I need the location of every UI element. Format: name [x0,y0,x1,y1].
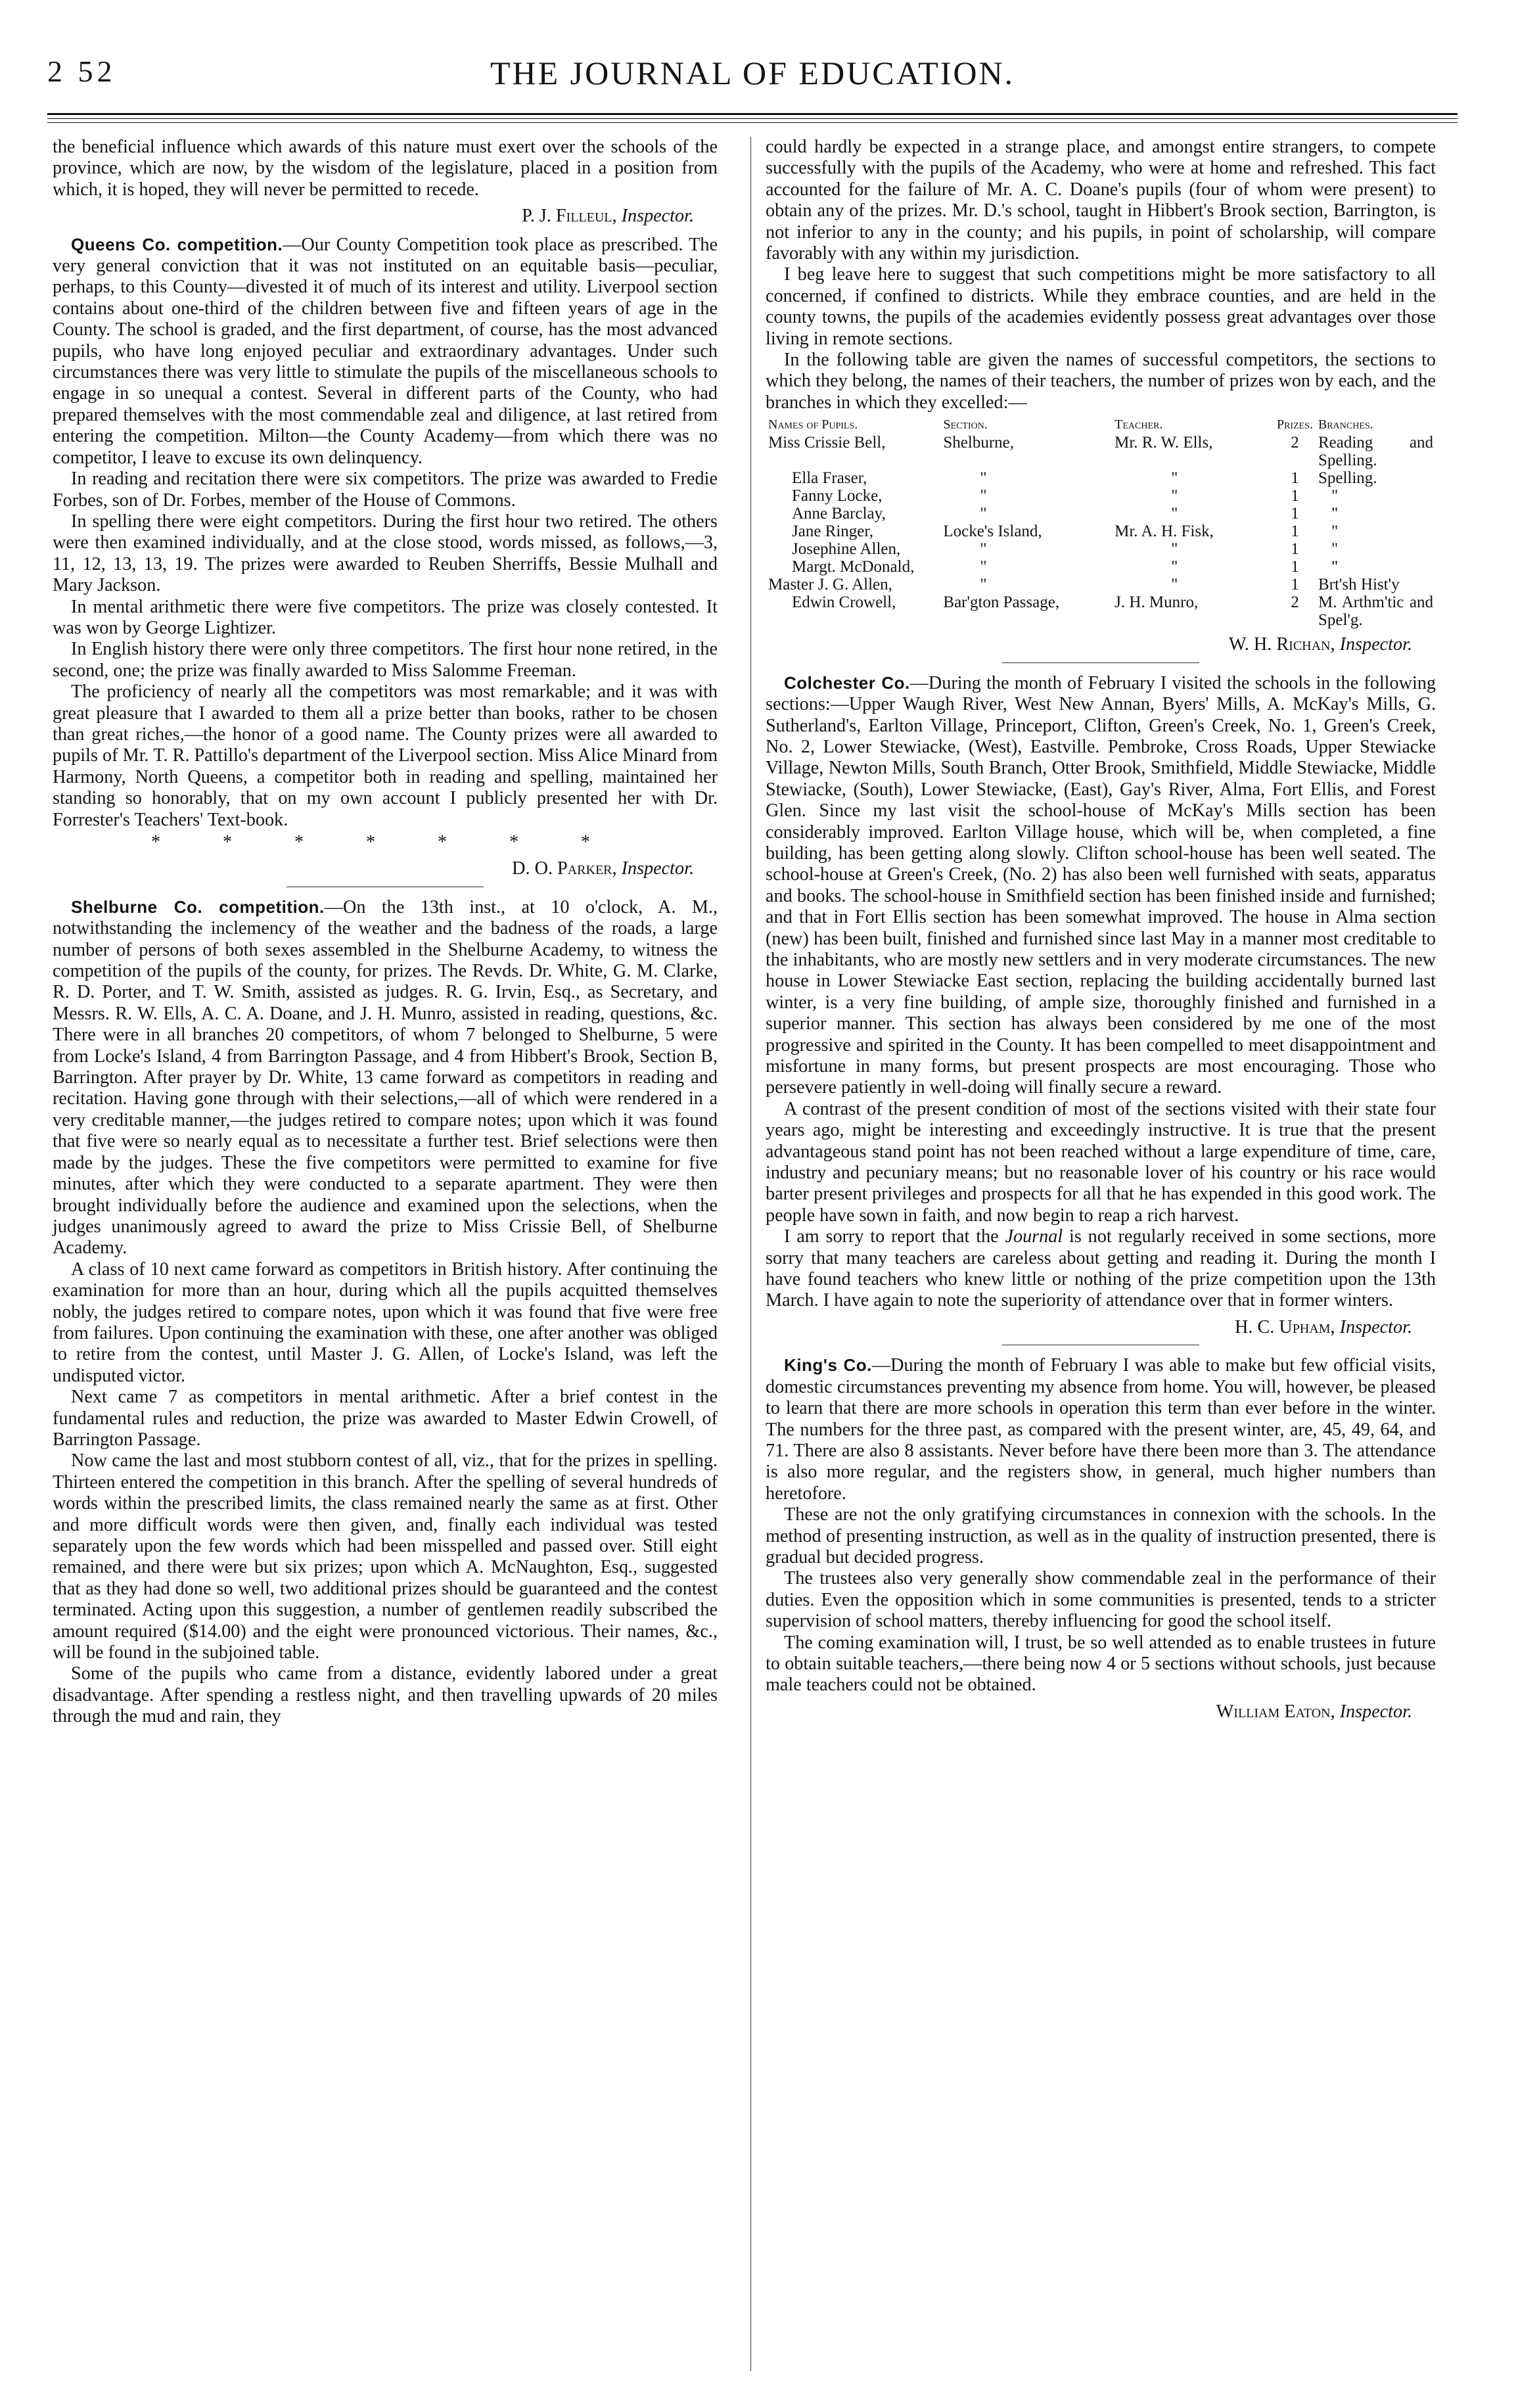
pupil-name: Miss Crissie Bell, [768,434,886,452]
kings-heading: King's Co. [784,1355,872,1376]
pupil-branches: M. Arthm'tic and Spel'g. [1318,593,1433,630]
pupil-teacher: Mr. A. H. Fisk, [1115,522,1214,541]
pupil-branches: " [1331,505,1339,523]
pupil-prizes: 1 [1291,540,1299,559]
pupil-section: " [980,487,987,505]
queens-paragraph-1 [53,234,718,469]
shelburne-paragraph-2: A class of 10 next came forward as competitors in British history. After continuing the examination for more than an hour, during which all the pupils acquitted themselves nobly, the judges retired to compare notes, upon which it was found that five were free from failures. Upon continuing the examination with these, one after another was obliged to retire from the contest, until Master J. G. Allen, of Locke's Island, was left the undisputed victor. [53,1259,718,1386]
signature-name: W. H. Richan, [1228,634,1335,655]
pupil-branches: Reading and Spelling. [1318,434,1433,470]
eaton-signature [766,1702,1436,1723]
table-row [766,576,1436,593]
table-row [766,487,1436,505]
continuation-paragraph-1: could hardly be expected in a strange place, and amongst entire strangers, to compete successfully with the pupils of the Academy, who were at home and refreshed. This fact accounted for the failure of Mr. A. C. Doane's pupils (four of whom were present) to obtain any of the prizes. Mr. D.'s school, taught in Hibbert's Brook section, Barrington, is not inferior to any in the county; and his pupils, in point of scholarship, will compare favorably with any within my jurisdiction. [766,137,1436,264]
table-row [766,505,1436,522]
header-teacher: Teacher. [1115,417,1163,432]
header-rule [47,113,1458,119]
pupil-section: " [980,540,987,559]
pupil-branches: " [1331,487,1339,505]
kings-paragraph-3: The trustees also very generally show commendable zeal in the performance of their duties. Even the opposition which in some communities is presented, tends to a stricter supervision of school matters, thereby influencing for good the school itself. [766,1568,1436,1632]
pupil-prizes: 1 [1291,505,1299,523]
table-row [766,469,1436,487]
pupil-section: " [980,505,987,523]
pupil-name: Fanny Locke, [792,487,883,505]
shelburne-paragraph-1 [53,896,718,1259]
signature-title: Inspector. [621,858,694,879]
pupil-prizes: 2 [1291,434,1299,452]
header-names: Names of Pupils. [768,417,858,432]
section-rule [1002,662,1199,663]
parker-signature [53,858,718,879]
journal-title: THE JOURNAL OF EDUCATION. [490,55,1015,91]
colchester-paragraph-3 [766,1226,1436,1312]
pupil-branches: Spelling. [1318,469,1377,488]
pupil-prizes: 1 [1291,576,1299,594]
pupil-section: " [980,469,987,488]
pupil-prizes: 1 [1291,558,1299,576]
shelburne-text-1: —On the 13th inst., at 10 o'clock, A. M., notwithstanding the inclemency of the weather and the badness of the roads, a large number of persons of both sexes assembled in the Shelburne Academy, to witness the competition of the pupils of the county, for prizes. The Revds. Dr. White, G. M. Clarke, R. D. Porter, and T. W. Smith, assisted as judges. R. G. Irvin, Esq., as Secretary, and Messrs. R. W. Ells, A. C. A. Doane, and J. H. Munro, assisted in reading, questions, &c. There were in all branches 20 competitors, of whom 7 belonged to Shelburne, 5 were from Locke's Island, 4 from Barrington Passage, and 4 from Hibbert's Brook, Section B, Barrington. After prayer by Dr. White, 13 came forward as competitors in reading and recitation. Having gone through with their selections,—all of which were rendered in a very creditable manner,—the judges retired to compare notes; upon which it was found that five were so nearly equal as to necessitate a further test. Brief selections were then made by the judges. These the five competitors were permitted to examine for five minutes, after which they were conducted to a separate apartment. They were then brought individually before the audience and examined upon the selections, when the judges unanimously agreed to award the prize to Miss Crissie Bell, of Shelburne Academy. [53,896,718,1259]
right-column [766,137,1436,1729]
intro-paragraph: the beneficial influence which awards of this nature must exert over the schools of the province, which are now, by the wisdom of the legislature, placed in a position from which, it is hoped, they will never be permitted to recede. [53,137,718,200]
page-number: 2 52 [47,55,116,88]
signature-name: H. C. Upham, [1235,1316,1335,1337]
colchester-paragraph-2: A contrast of the present condition of most of the sections visited with their state four years ago, might be interesting and exceedingly instructive. It is true that the present advantageous stand point has not been reached without a large expenditure of time, care, industry and pecuniary means; but no reasonable lover of his country or his race would barter present privileges and prospects for all that he has expended in this good work. The people have sown in faith, and now begin to reap a rich harvest. [766,1098,1436,1226]
pupil-teacher: " [1171,469,1178,488]
signature-name: D. O. Parker, [512,858,617,879]
kings-paragraph-2: These are not the only gratifying circumstances in connexion with the schools. In the method of presenting instruction, as well as in the quality of instruction presented, there is gradual but decided progress. [766,1504,1436,1567]
table-row [766,540,1436,558]
pupil-name: Ella Fraser, [792,469,867,488]
pupil-section: Locke's Island, [943,522,1042,541]
pupil-teacher: " [1171,505,1178,523]
table-row [766,434,1436,469]
pupil-name: Margt. McDonald, [792,558,915,576]
pupil-name: Master J. G. Allen, [768,576,892,594]
queens-paragraph-6: The proficiency of nearly all the competitors was most remarkable; and it was with great pleasure that I awarded to them all a prize better than books, rather to be chosen than great riches,—the honor of a good name. The County prizes were all awarded to pupils of Mr. T. R. Pattillo's department of the Liverpool section. Miss Alice Minard from Harmony, North Queens, a competitor both in reading and spelling, maintained her standing so honorably, that on my own account I publicly presented her with Dr. Forrester's Teachers' Text-book. [53,682,718,830]
pupil-name: Edwin Crowell, [792,593,896,612]
pupil-branches: Brt'sh Hist'y [1318,576,1400,594]
queens-text-1: —Our County Competition took place as prescribed. The very general conviction that it was not instituted on an equitable basis—peculiar, perhaps, to this County—divested it of much of its interest and utility. Liverpool section contains about one-third of the children between five and fifteen years of age in the County. The school is graded, and the first department, of course, has the most advanced pupils, who have long enjoyed peculiar and extraordinary advantages. Under such circumstances there was very little to stimulate the pupils of the miscellaneous schools to engage in so unequal a contest. Several in different parts of the County, who had prepared themselves with the most commendable zeal and diligence, at last retired from entering the competition. Milton—the County Academy—from which there was no competitor, I leave to excuse its own delinquency. [53,234,718,468]
colchester-paragraph-1 [766,672,1436,1099]
queens-paragraph-2: In reading and recitation there were six competitors. The prize was awarded to Fredie Forbes, son of Dr. Forbes, member of the House of Commons. [53,469,718,511]
kings-paragraph-4: The coming examination will, I trust, be so well attended as to enable trustees in future to obtain suitable teachers,—there being now 4 or 5 sections without schools, just because male teachers could not be obtained. [766,1632,1436,1696]
pupil-prizes: 2 [1291,593,1299,612]
shelburne-paragraph-3: Next came 7 as competitors in mental arithmetic. After a brief contest in the fundamental rules and reduction, the prize was awarded to Master Edwin Crowell, of Barrington Passage. [53,1387,718,1450]
left-column [53,137,718,1728]
signature-title: Inspector. [1339,1701,1412,1722]
pupil-teacher: " [1171,558,1178,576]
header-prizes: Prizes. [1276,417,1313,432]
pupil-name: Josephine Allen, [792,540,901,559]
pupil-prizes: 1 [1291,487,1299,505]
pupil-branches: " [1331,540,1339,559]
queens-paragraph-5: In English history there were only three competitors. The first hour none retired, in the second, one; the prize was finally awarded to Miss Salomme Freeman. [53,639,718,681]
column-divider [750,137,751,2371]
colchester-heading: Colchester Co. [784,672,910,693]
table-row [766,522,1436,540]
pupil-name: Jane Ringer, [792,522,873,541]
kings-paragraph-1 [766,1354,1436,1504]
colchester-text-3b: is not regularly received in some sections, more sorry that many teachers are careless about getting and reading it. During the month I have found teachers who knew little or nothing of the prize competition upon the 13th March. I have again to note the superiority of attendance over that in former winters. [766,1226,1436,1311]
pupil-branches: " [1331,522,1339,541]
upham-signature [766,1317,1436,1338]
pupil-name: Anne Barclay, [792,505,886,523]
queens-paragraph-4: In mental arithmetic there were five competitors. The prize was closely contested. It was won by George Lightizer. [53,596,718,638]
table-row [766,558,1436,576]
section-stars: * * * * * * * [151,832,619,852]
pupil-prizes: 1 [1291,522,1299,541]
table-row [766,593,1436,629]
signature-title: Inspector. [1339,634,1412,655]
journal-italic: Journal [1005,1226,1063,1247]
pupil-section: " [980,576,987,594]
shelburne-paragraph-5: Some of the pupils who came from a distance, evidently labored under a great disadvantage. After spending a restless night, and then travelling upwards of 20 miles through the mud and rain, they [53,1663,718,1727]
running-head [47,34,1458,113]
queens-paragraph-3: In spelling there were eight competitors. During the first hour two retired. The others were then examined individually, and at the close stood, words missed, as follows,—3, 11, 12, 13, 13, 19. The prizes were awarded to Reuben Sherriffs, Bessie Mulhall and Mary Jackson. [53,511,718,596]
prize-table [766,416,1436,629]
colchester-text-3a: I am sorry to report that the [784,1226,1005,1247]
signature-name: P. J. Filleul, [522,206,617,227]
header-section: Section. [943,417,988,432]
pupil-teacher: " [1171,576,1178,594]
pupil-section: Bar'gton Passage, [943,593,1060,612]
prize-table-header-row [766,416,1436,434]
pupil-branches: " [1331,558,1339,576]
queens-heading: Queens Co. competition. [71,234,283,254]
continuation-paragraph-2: I beg leave here to suggest that such competitions might be more satisfactory to all concerned, if confined to districts. While they embrace counties, and are held in the county towns, the pupils of the academies evidently possess great advantages over those living in remote sections. [766,264,1436,349]
shelburne-paragraph-4: Now came the last and most stubborn contest of all, viz., that for the prizes in spelling. Thirteen entered the competition in this branch. After the spelling of several hundreds of words within the prescribed limits, the class remained nearly the same as at first. Other and more difficult words were then given, and, finally each individual was tested separately upon the few words which had been misspelled and passed over. Still eight remained, and there were but six prizes; upon which A. McNaughton, Esq., suggested that as they had done so well, two additional prizes should be guaranteed and the contest terminated. Acting upon this suggestion, a number of gentlemen readily subscribed the amount required ($14.00) and the eight were pronounced victorious. Their names, &c., will be found in the subjoined table. [53,1450,718,1663]
pupil-section: " [980,558,987,576]
pupil-section: Shelburne, [943,434,1015,452]
header-rule-thin [47,122,1458,123]
pupil-teacher: " [1171,540,1178,559]
pupil-teacher: Mr. R. W. Ells, [1115,434,1213,452]
shelburne-heading: Shelburne Co. competition. [71,896,325,917]
colchester-text-1: —During the month of February I visited the schools in the following sections:—Upper Waugh River, West New Annan, Byers' Mills, A. McKay's Mills, G. Sutherland's, Earlton Village, Princeport, Clifton, Green's Creek, No. 1, Green's Creek, No. 2, Lower Stewiacke, (West), Eastville. Pembroke, Cross Roads, Upper Stewiacke Village, Newton Mills, South Branch, Otter Brook, Smithfield, Middle Stewiacke, Middle Stewiacke, (South), Lower Stewiacke, (East), Gay's River, Alma, Fort Ellis, and Forest Glen. Since my last visit the school-house of McKay's Mills section has been considerably improved. Earlton Village house, which will be, when completed, a fine building, has been getting along slowly. Clifton school-house has been well seated. The school-house at Green's Creek, (No. 2) has also been well furnished with seats, apparatus and books. The school-house in Smithfield section has been finished inside and furnished; and that in Fort Ellis section has been somewhat improved. The house in Alma section (new) has been built, finished and furnished since last May in a manner most creditable to the inhabitants, who are mostly new settlers and in very moderate circumstances. The new house in Lower Stewiacke East section, replacing the building accidentally burned last winter, is a very fine building, of ample size, thoroughly finished and furnished in a superior manner. This section has always been considered by me one of the most progressive and spirited in the County. It has been compelled to meet disappointment and misfortune in many forms, but present prospects are most encouraging. Those who persevere patiently in well-doing will finally secure a reward. [766,672,1436,1098]
pupil-teacher: " [1171,487,1178,505]
kings-text-1: —During the month of February I was able to make but few official visits, domestic circumstances preventing my absence from home. You will, however, be pleased to learn that there are more schools in operation this term than ever before in the winter. The numbers for the three past, as compared with the present winter, are, 45, 49, 64, and 71. There are also 8 assistants. Never before have there been more than 3. The attendance is also more regular, and the registers show, in general, much higher numbers than heretofore. [766,1355,1436,1504]
continuation-paragraph-3: In the following table are given the names of successful competitors, the sections to which they belong, the names of their teachers, the number of prizes won by each, and the branches in which they excelled:— [766,350,1436,413]
signature-title: Inspector. [621,206,694,227]
richan-signature [766,634,1436,655]
header-branches: Branches. [1318,417,1373,432]
signature-name: William Eaton, [1216,1701,1335,1722]
pupil-prizes: 1 [1291,469,1299,488]
signature-title: Inspector. [1339,1316,1412,1337]
filleul-signature [53,206,718,227]
pupil-teacher: J. H. Munro, [1115,593,1199,612]
